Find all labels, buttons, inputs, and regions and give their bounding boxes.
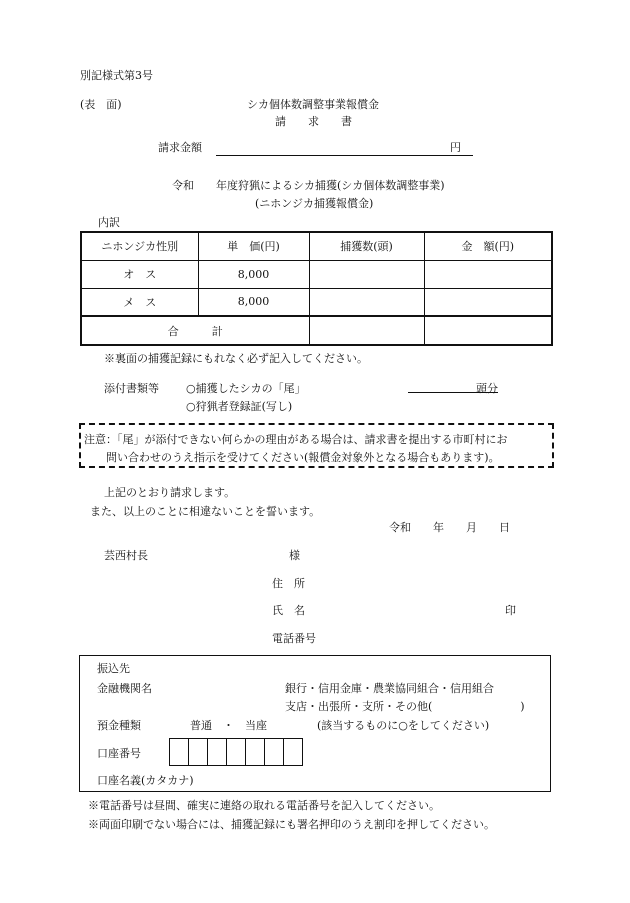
declaration-date: 令和 年 月 日 — [389, 521, 510, 534]
institution-label: 金融機関名 — [97, 682, 152, 695]
table-total-row — [81, 316, 552, 345]
name-label: 氏 名 — [272, 604, 305, 617]
yen-unit: 円 — [450, 141, 461, 154]
form-number: 別記様式第3号 — [80, 69, 153, 82]
tail-count-unit: 頭分 — [476, 382, 498, 395]
header-count: 捕獲数(頭) — [309, 232, 424, 260]
header-sex: ニホンジカ性別 — [81, 232, 198, 260]
declaration-line1: 上記のとおり請求します。 — [104, 486, 236, 499]
notice-line2: 問い合わせのうえ指示を受けてください(報償金対象外となる場合もあります)。 — [106, 451, 500, 464]
footer-note: ※両面印刷でない場合には、捕獲記録にも署名押印のうえ割印を押してください。 — [88, 818, 495, 831]
account-digit-box[interactable] — [188, 738, 208, 766]
row-unit-price: 8,000 — [198, 260, 309, 288]
addressee-name: 芸西村長 — [104, 549, 148, 562]
row-count-input[interactable] — [309, 288, 424, 316]
attachment-tail: ○捕獲したシカの「尾」 — [186, 382, 306, 395]
branch-types[interactable]: 支店・出張所・支所・その他( ) — [285, 700, 525, 713]
total-amount-input[interactable] — [424, 316, 552, 345]
deposit-types[interactable]: 普通 ・ 当座 — [190, 719, 267, 732]
addressee-honorific: 様 — [289, 549, 300, 562]
table-row-female — [81, 288, 552, 316]
attachment-license: ○狩猟者登録証(写し) — [186, 400, 293, 413]
notice-line1: 注意：「尾」が添付できない何らかの理由がある場合は、請求書を提出する市町村にお — [84, 433, 508, 446]
row-amount-input[interactable] — [424, 260, 552, 288]
account-digit-box[interactable] — [226, 738, 246, 766]
header-amount: 金 額(円) — [424, 232, 552, 260]
title-line2: 請 求 書 — [275, 115, 352, 128]
row-sex: オ ス — [81, 260, 198, 288]
deposit-type-label: 預金種類 — [97, 719, 141, 732]
account-digit-box[interactable] — [169, 738, 189, 766]
account-name-label: 口座名義(カタカナ) — [97, 774, 194, 787]
row-amount-input[interactable] — [424, 288, 552, 316]
table-row-male — [81, 260, 552, 288]
row-sex: メ ス — [81, 288, 198, 316]
account-digit-box[interactable] — [264, 738, 284, 766]
breakdown-label: 内訳 — [98, 216, 120, 229]
back-note: ※裏面の捕獲記録にもれなく必ず記入してください。 — [104, 352, 368, 365]
declaration-line2: また、以上のことに相違ないことを誓います。 — [90, 505, 321, 518]
account-number-label: 口座番号 — [97, 747, 141, 760]
row-count-input[interactable] — [309, 260, 424, 288]
seal-label: 印 — [505, 604, 516, 617]
total-label: 合 計 — [81, 316, 309, 345]
account-digit-box[interactable] — [245, 738, 265, 766]
breakdown-table — [80, 231, 553, 346]
account-digit-box[interactable] — [283, 738, 303, 766]
footer-note: ※電話番号は昼間、確実に連絡の取れる電話番号を記入してください。 — [88, 799, 440, 812]
account-digit-box[interactable] — [207, 738, 227, 766]
institution-types[interactable]: 銀行・信用金庫・農業協同組合・信用組合 — [285, 682, 494, 695]
side-label: (表 面) — [80, 98, 122, 111]
phone-label: 電話番号 — [272, 632, 316, 645]
request-amount-label: 請求金額 — [158, 141, 202, 154]
bank-header: 振込先 — [97, 662, 130, 675]
title-line1: シカ個体数調整事業報償金 — [247, 98, 379, 111]
request-amount-field[interactable] — [216, 155, 473, 156]
total-count-input[interactable] — [309, 316, 424, 345]
table-header-row — [81, 232, 552, 260]
subject-line2: (ニホンジカ捕獲報償金) — [255, 197, 374, 210]
row-unit-price: 8,000 — [198, 288, 309, 316]
account-number-boxes — [170, 738, 303, 766]
attachments-label: 添付書類等 — [104, 382, 159, 395]
header-unit-price: 単 価(円) — [198, 232, 309, 260]
address-label: 住 所 — [272, 577, 305, 590]
deposit-instruction: (該当するものに○をしてください) — [317, 719, 490, 732]
subject-line1: 令和 年度狩猟によるシカ捕獲(シカ個体数調整事業) — [172, 179, 445, 192]
